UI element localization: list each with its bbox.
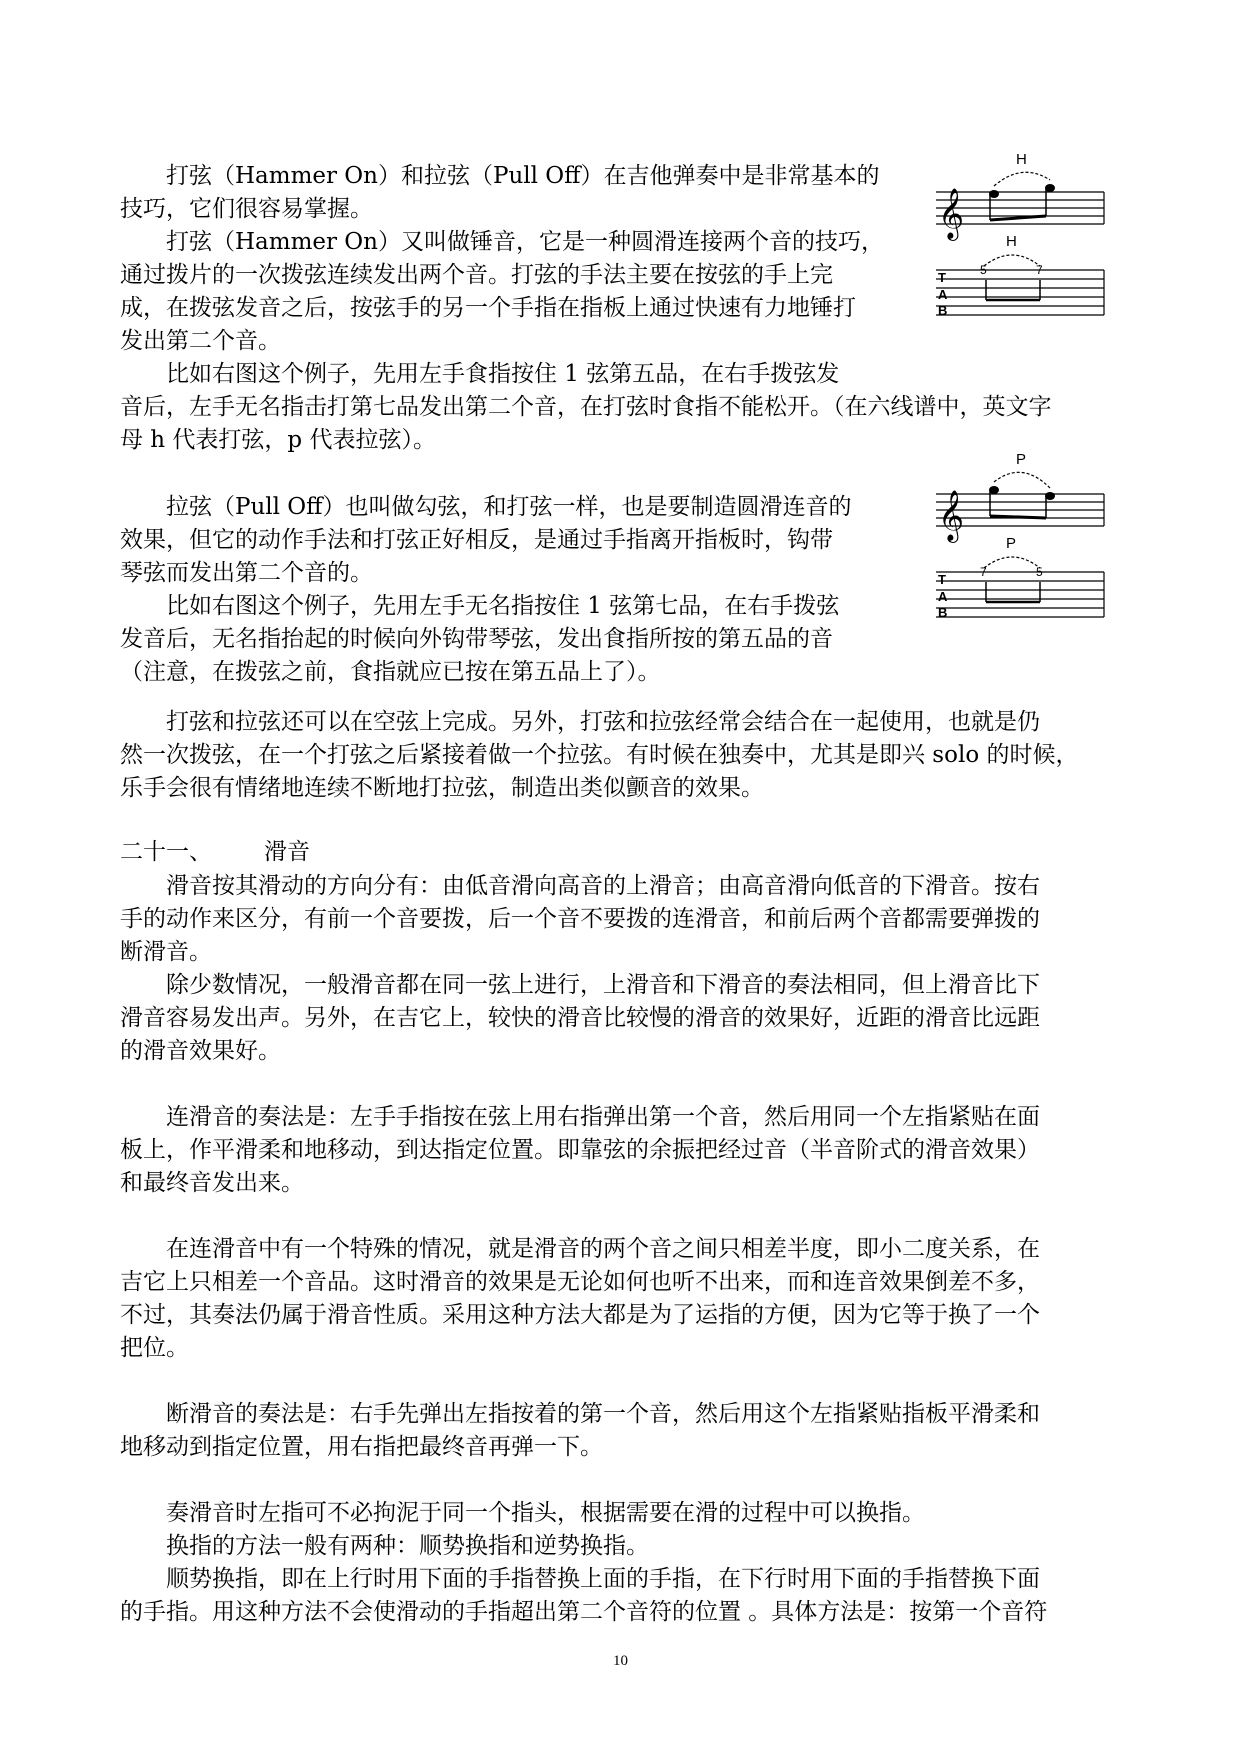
svg-text:B: B	[938, 605, 948, 620]
paragraph-line: 和最终音发出来。	[120, 1170, 304, 1196]
paragraph-line: 换指的方法一般有两种：顺势换指和逆势换指。	[120, 1533, 649, 1559]
paragraph-line: 技巧，它们很容易掌握。	[120, 196, 373, 222]
treble-clef-icon: 𝄞	[938, 189, 965, 238]
paragraph-line: 效果，但它的动作手法和打弦正好相反，是通过手指离开指板时，钩带	[120, 527, 833, 553]
paragraph-line: 把位。	[120, 1335, 189, 1361]
paragraph-line: 乐手会很有情绪地连续不断地打拉弦，制造出类似颤音的效果。	[120, 775, 764, 801]
pull-mark: P	[1006, 535, 1017, 552]
tab-lines	[936, 270, 1104, 315]
hammer-on-figure	[930, 148, 1110, 357]
fret-number: 5	[1036, 565, 1043, 579]
paragraph-line: 发出第二个音。	[120, 328, 281, 354]
pull-off-notation	[930, 450, 1110, 655]
fret-number: 7	[1036, 263, 1043, 277]
paragraph-line: 的滑音效果好。	[120, 1038, 281, 1064]
paragraph-line: 滑音容易发出声。另外，在吉它上，较快的滑音比较慢的滑音的效果好，近距的滑音比远距	[120, 1005, 1040, 1031]
paragraph-line: 断滑音。	[120, 939, 212, 965]
section-heading	[120, 838, 310, 866]
paragraph-line: 滑音按其滑动的方向分有：由低音滑向高音的上滑音；由高音滑向低音的下滑音。按右	[120, 873, 1040, 899]
paragraph-line: 断滑音的奏法是：右手先弹出左指按着的第一个音，然后用这个左指紧贴指板平滑柔和	[120, 1401, 1040, 1427]
paragraph-line: 不过，其奏法仍属于滑音性质。采用这种方法大都是为了运指的方便，因为它等于换了一个	[120, 1302, 1040, 1328]
paragraph-line: 比如右图这个例子，先用左手无名指按住 1 弦第七品，在右手拨弦	[120, 593, 840, 619]
section-title: 滑音	[264, 839, 310, 865]
paragraph-line: 母 h 代表打弦，p 代表拉弦）。	[120, 427, 436, 453]
paragraph-line: 奏滑音时左指可不必拘泥于同一个指头，根据需要在滑的过程中可以换指。	[120, 1500, 925, 1526]
paragraph-line: 手的动作来区分，有前一个音要拨，后一个音不要拨的连滑音，和前后两个音都需要弹拨的	[120, 906, 1040, 932]
fret-number: 5	[980, 263, 987, 277]
paragraph-line: 板上，作平滑柔和地移动，到达指定位置。即靠弦的余振把经过音（半音阶式的滑音效果）	[120, 1137, 1040, 1163]
paragraph-line: （注意，在拨弦之前，食指就应已按在第五品上了）。	[120, 659, 661, 685]
svg-text:T: T	[938, 572, 946, 587]
section-number: 二十一、	[120, 839, 212, 865]
pull-off-figure	[930, 450, 1110, 659]
hammer-mark: H	[1016, 151, 1027, 168]
paragraph-line: 的手指。用这种方法不会使滑动的手指超出第二个音符的位置 。具体方法是：按第一个音符	[120, 1599, 1048, 1625]
paragraph-line: 顺势换指，即在上行时用下面的手指替换上面的手指，在下行时用下面的手指替换下面	[120, 1566, 1040, 1592]
paragraph-line: 地移动到指定位置，用右指把最终音再弹一下。	[120, 1434, 603, 1460]
svg-text:B: B	[938, 303, 948, 318]
paragraph-line: 然一次拨弦，在一个打弦之后紧接着做一个拉弦。有时候在独奏中，尤其是即兴 solo 的时候，	[120, 742, 1079, 768]
paragraph-line: 除少数情况，一般滑音都在同一弦上进行，上滑音和下滑音的奏法相同，但上滑音比下	[120, 972, 1040, 998]
paragraph-line: 发音后，无名指抬起的时候向外钩带琴弦，发出食指所按的第五品的音	[120, 626, 833, 652]
paragraph-line: 通过拨片的一次拨弦连续发出两个音。打弦的手法主要在按弦的手上完	[120, 262, 833, 288]
tab-lines	[936, 572, 1104, 617]
paragraph-line: 吉它上只相差一个音品。这时滑音的效果是无论如何也听不出来，而和连音效果倒差不多，	[120, 1269, 1040, 1295]
paragraph-line: 连滑音的奏法是：左手手指按在弦上用右指弹出第一个音，然后用同一个左指紧贴在面	[120, 1104, 1040, 1130]
paragraph-line: 打弦和拉弦还可以在空弦上完成。另外，打弦和拉弦经常会结合在一起使用，也就是仍	[120, 709, 1040, 735]
paragraph-line: 拉弦（Pull Off）也叫做勾弦，和打弦一样，也是要制造圆滑连音的	[120, 494, 852, 520]
pull-mark: P	[1016, 451, 1027, 468]
paragraph-line: 成，在拨弦发音之后，按弦手的另一个手指在指板上通过快速有力地锤打	[120, 295, 856, 321]
svg-text:A: A	[938, 287, 948, 302]
paragraph-line: 比如右图这个例子，先用左手食指按住 1 弦第五品，在右手拨弦发	[120, 361, 840, 387]
paragraph-line: 琴弦而发出第二个音的。	[120, 560, 373, 586]
paragraph-line: 打弦（Hammer On）和拉弦（Pull Off）在吉他弹奏中是非常基本的	[120, 163, 880, 189]
paragraph-line: 打弦（Hammer On）又叫做锤音，它是一种圆滑连接两个音的技巧，	[120, 229, 884, 255]
paragraph-line: 音后，左手无名指击打第七品发出第二个音，在打弦时食指不能松开。（在六线谱中，英文字	[120, 394, 1052, 420]
treble-clef-icon: 𝄞	[938, 491, 965, 540]
paragraph-line: 在连滑音中有一个特殊的情况，就是滑音的两个音之间只相差半度，即小二度关系，在	[120, 1236, 1040, 1262]
hammer-mark: H	[1006, 233, 1017, 250]
hammer-on-notation	[930, 148, 1110, 353]
fret-number: 7	[980, 565, 987, 579]
svg-text:A: A	[938, 589, 948, 604]
svg-text:T: T	[938, 270, 946, 285]
page-number: 10	[613, 1653, 628, 1669]
